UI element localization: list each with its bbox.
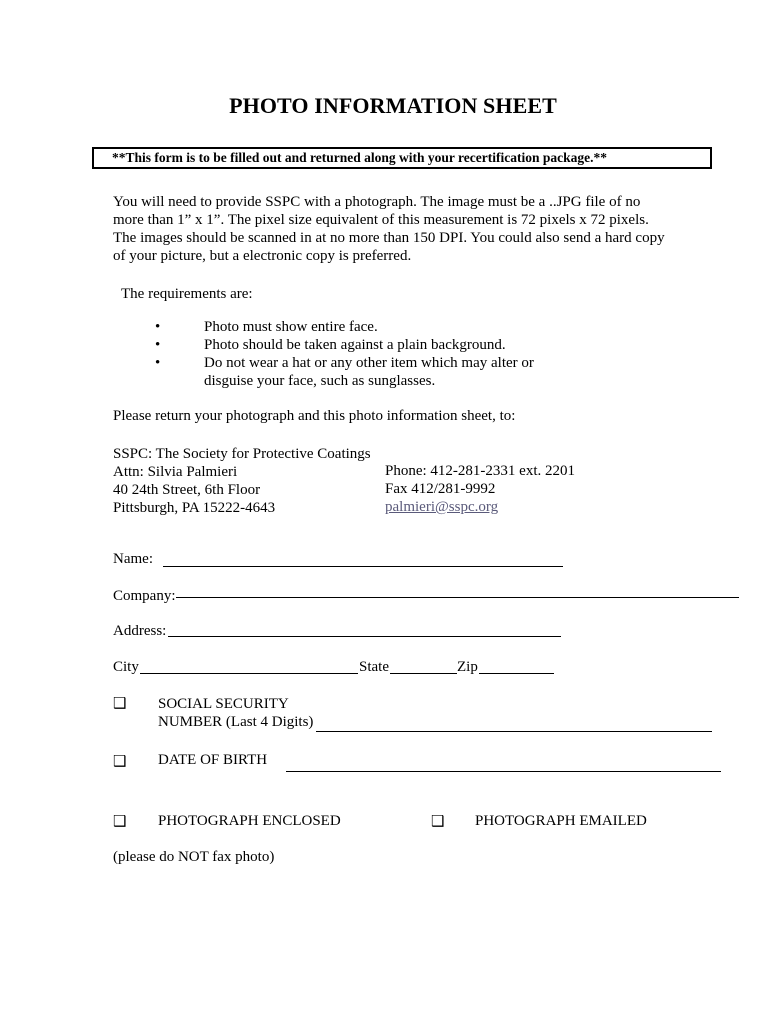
bullet-icon: • [155,355,161,371]
name-input-line[interactable] [163,566,563,567]
requirements-list [155,318,534,390]
requirements-label: The requirements are: [121,286,253,302]
company-input-line[interactable] [176,597,739,598]
city-input-line[interactable] [140,673,358,674]
requirement-text: disguise your face, such as sunglasses. [204,373,436,389]
requirement-text: Do not wear a hat or any other item which may alter or [204,355,534,371]
address-label: Address: [113,623,167,639]
photo-emailed-checkbox[interactable]: ❑ [431,812,445,830]
bullet-icon: • [155,319,161,335]
dob-label: DATE OF BIRTH [158,752,268,768]
address-attn: Attn: Silvia Palmieri [113,464,238,480]
dob-checkbox[interactable]: ❑ [113,752,127,770]
intro-line: You will need to provide SSPC with a photograph. The image must be a ..JPG file of no [113,194,641,210]
fax-note: (please do NOT fax photo) [113,849,275,865]
ssn-label-line: SOCIAL SECURITY [158,696,289,712]
photo-enclosed-label: PHOTOGRAPH ENCLOSED [158,813,341,829]
photo-enclosed-checkbox[interactable]: ❑ [113,812,127,830]
address-org: SSPC: The Society for Protective Coatings [113,446,371,462]
ssn-checkbox[interactable]: ❑ [113,694,127,712]
intro-line: of your picture, but a electronic copy is preferred. [113,248,412,264]
contact-info [385,462,575,516]
contact-email-link[interactable]: palmieri@sspc.org [385,499,499,515]
contact-phone: Phone: 412-281-2331 ext. 2201 [385,463,575,479]
ssn-input-line[interactable] [316,731,712,732]
page-title: PHOTO INFORMATION SHEET [229,93,557,118]
city-label: City [113,659,139,675]
return-instruction: Please return your photograph and this photo information sheet, to: [113,408,516,424]
list-item-continuation [155,372,534,390]
contact-fax: Fax 412/281-9992 [385,481,496,497]
list-item [155,318,534,336]
state-input-line[interactable] [390,673,457,674]
photo-emailed-label: PHOTOGRAPH EMAILED [475,813,647,829]
intro-paragraph [113,193,665,265]
address-street: 40 24th Street, 6th Floor [113,482,261,498]
ssn-label-line: NUMBER (Last 4 Digits) [158,714,314,730]
mailing-address [113,445,371,517]
ssn-label [158,695,313,731]
zip-label: Zip [457,659,478,675]
company-label: Company: [113,588,176,604]
list-item [155,354,534,372]
address-city: Pittsburgh, PA 15222-4643 [113,500,276,516]
bullet-icon: • [155,337,161,353]
dob-input-line[interactable] [286,771,721,772]
name-label: Name: [113,551,153,567]
intro-line: more than 1” x 1”. The pixel size equivalent of this measurement is 72 pixels x 72 pixels. [113,212,649,228]
intro-line: The images should be scanned in at no more than 150 DPI. You could also send a hard copy [113,230,665,246]
state-label: State [359,659,389,675]
requirement-text: Photo must show entire face. [204,319,378,335]
requirement-text: Photo should be taken against a plain background. [204,337,506,353]
address-input-line[interactable] [168,636,561,637]
list-item [155,336,534,354]
zip-input-line[interactable] [479,673,554,674]
notice-text: **This form is to be filled out and returned along with your recertification package.** [112,150,607,165]
